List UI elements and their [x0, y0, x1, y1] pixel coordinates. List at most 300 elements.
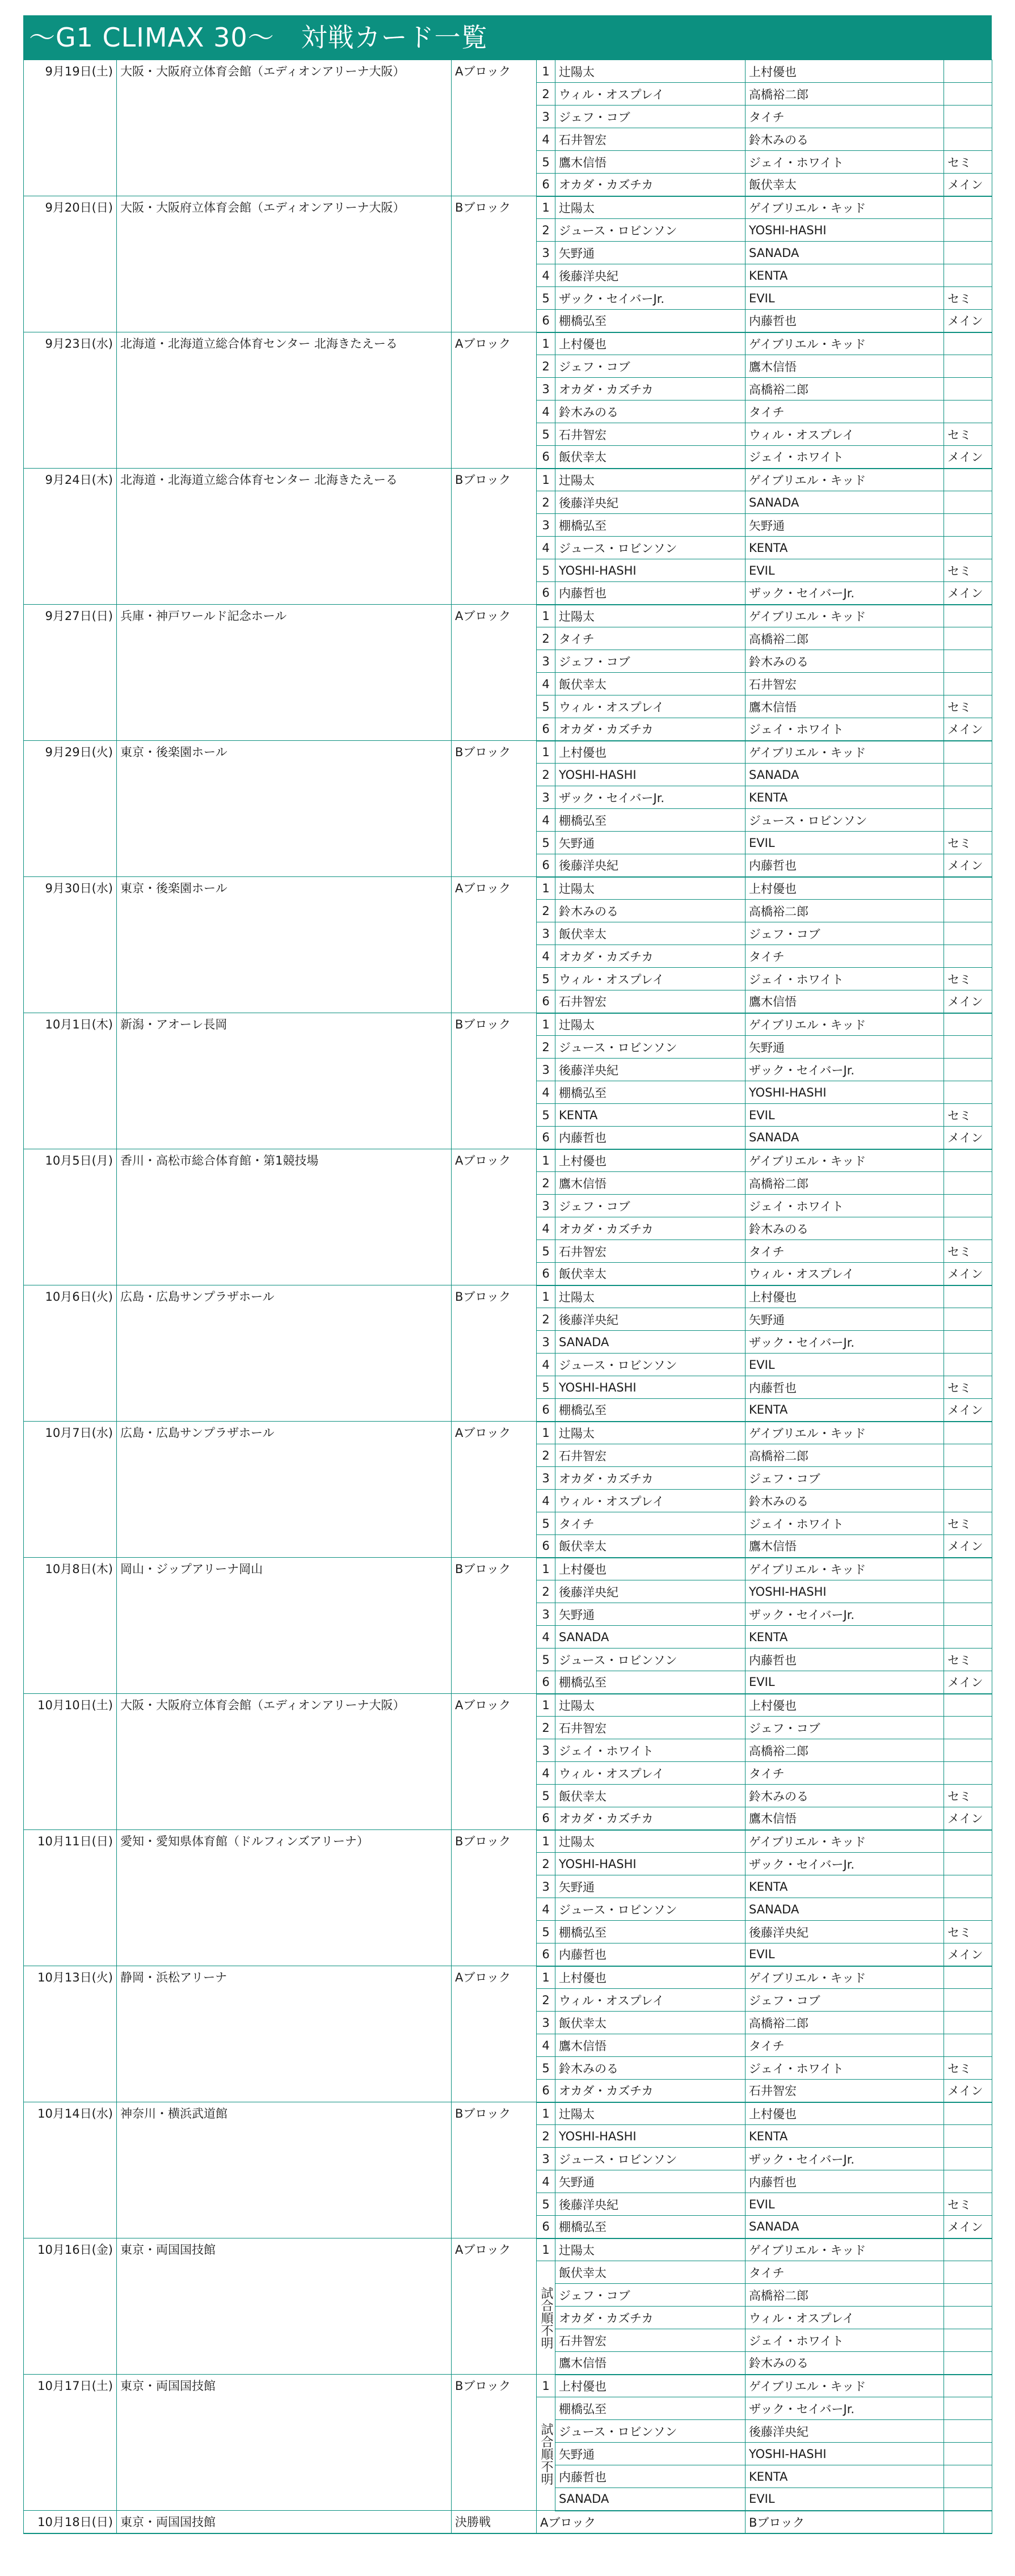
wrestler-right: ジェイ・ホワイト	[746, 718, 944, 741]
wrestler-left: 棚橋弘至	[555, 1671, 746, 1694]
event-block: Aブロック	[452, 605, 537, 741]
match-row	[24, 1013, 992, 1036]
match-number: 3	[537, 2012, 555, 2034]
match-number: 4	[537, 1898, 555, 1921]
wrestler-right: ジェイ・ホワイト	[746, 1195, 944, 1217]
wrestler-right: 矢野通	[746, 514, 944, 537]
wrestler-right: ジェイ・ホワイト	[746, 968, 944, 990]
event-venue: 岡山・ジップアリーナ岡山	[117, 1558, 452, 1694]
event-block: Bブロック	[452, 1558, 537, 1694]
wrestler-left: 辻陽太	[555, 1285, 746, 1308]
match-position-label	[944, 673, 992, 695]
match-position-label	[944, 2238, 992, 2261]
match-position-label	[944, 1989, 992, 2012]
match-position-label: メイン	[944, 1263, 992, 1285]
event-venue: 北海道・北海道立総合体育センター 北海きたえーる	[117, 332, 452, 469]
wrestler-left: 矢野通	[555, 832, 746, 854]
event-date: 9月19日(土)	[24, 60, 117, 196]
wrestler-right: ゲイブリエル・キッド	[746, 605, 944, 627]
match-row	[24, 469, 992, 491]
match-row	[24, 2238, 992, 2261]
match-number: 5	[537, 423, 555, 446]
wrestler-right: ゲイブリエル・キッド	[746, 469, 944, 491]
match-number: 2	[537, 1036, 555, 1059]
event-block: Bブロック	[452, 196, 537, 332]
wrestler-left: ウィル・オスプレイ	[555, 1490, 746, 1512]
match-position-label: セミ	[944, 2057, 992, 2080]
match-number: 2	[537, 219, 555, 242]
match-position-label	[944, 741, 992, 764]
match-number: 3	[537, 1739, 555, 1762]
wrestler-right: SANADA	[746, 1898, 944, 1921]
match-number: 6	[537, 310, 555, 332]
wrestler-left: 矢野通	[555, 242, 746, 264]
wrestler-left: 辻陽太	[555, 2238, 746, 2261]
wrestler-right: 高橋裕二郎	[746, 2284, 944, 2307]
match-position-label	[944, 2261, 992, 2284]
match-number: 5	[537, 1104, 555, 1127]
wrestler-left: 後藤洋央紀	[555, 854, 746, 877]
wrestler-left: オカダ・カズチカ	[555, 2307, 746, 2329]
match-number: 4	[537, 1762, 555, 1785]
match-position-label: メイン	[944, 1127, 992, 1149]
event-venue: 神奈川・横浜武道館	[117, 2102, 452, 2238]
wrestler-left: ジェイ・ホワイト	[555, 1739, 746, 1762]
wrestler-left: ウィル・オスプレイ	[555, 1989, 746, 2012]
match-number: 1	[537, 1422, 555, 1444]
event-date: 9月24日(木)	[24, 469, 117, 605]
match-position-label	[944, 605, 992, 627]
wrestler-left: 矢野通	[555, 2170, 746, 2193]
match-number: 6	[537, 1535, 555, 1558]
wrestler-left: 棚橋弘至	[555, 2216, 746, 2238]
match-number: 6	[537, 1399, 555, 1422]
match-position-label	[944, 2102, 992, 2125]
match-number: 5	[537, 2193, 555, 2216]
match-position-label	[944, 877, 992, 900]
wrestler-left: ウィル・オスプレイ	[555, 1762, 746, 1785]
match-position-label: セミ	[944, 2193, 992, 2216]
match-number: 1	[537, 2102, 555, 2125]
wrestler-right: 鷹木信悟	[746, 695, 944, 718]
wrestler-right: 鷹木信悟	[746, 355, 944, 378]
match-row	[24, 605, 992, 627]
match-position-label	[944, 378, 992, 400]
wrestler-left: 内藤哲也	[555, 1943, 746, 1966]
wrestler-left: 石井智宏	[555, 1240, 746, 1263]
wrestler-right: 鈴木みのる	[746, 1217, 944, 1240]
match-position-label: メイン	[944, 1535, 992, 1558]
wrestler-right: タイチ	[746, 1762, 944, 1785]
event-date: 10月1日(木)	[24, 1013, 117, 1149]
match-number: 4	[537, 1490, 555, 1512]
match-position-label	[944, 650, 992, 673]
wrestler-right: KENTA	[746, 537, 944, 559]
wrestler-left: 飯伏幸太	[555, 446, 746, 469]
match-number: 3	[537, 514, 555, 537]
match-position-label: セミ	[944, 151, 992, 174]
final-left-block: Aブロック	[537, 2511, 746, 2533]
wrestler-left: 鷹木信悟	[555, 1172, 746, 1195]
wrestler-right: SANADA	[746, 1127, 944, 1149]
match-number: 6	[537, 2216, 555, 2238]
final-label: 決勝戦	[452, 2511, 537, 2533]
event-date: 9月27日(日)	[24, 605, 117, 741]
final-venue: 東京・両国国技館	[117, 2511, 452, 2533]
match-position-label	[944, 2420, 992, 2443]
match-number: 5	[537, 1376, 555, 1399]
match-position-label	[944, 264, 992, 287]
match-number: 1	[537, 1013, 555, 1036]
wrestler-left: 後藤洋央紀	[555, 1059, 746, 1081]
wrestler-right: 矢野通	[746, 1308, 944, 1331]
match-position-label	[944, 1217, 992, 1240]
wrestler-right: 後藤洋央紀	[746, 1921, 944, 1943]
event-venue: 東京・両国国技館	[117, 2375, 452, 2511]
wrestler-left: オカダ・カズチカ	[555, 2080, 746, 2102]
match-number: 6	[537, 1671, 555, 1694]
match-position-label	[944, 1580, 992, 1603]
match-number: 4	[537, 128, 555, 151]
match-position-label: セミ	[944, 1104, 992, 1127]
event-date: 9月29日(火)	[24, 741, 117, 877]
match-number: 5	[537, 1649, 555, 1671]
wrestler-right: ジェフ・コブ	[746, 1467, 944, 1490]
wrestler-right: 鈴木みのる	[746, 128, 944, 151]
final-right-block: Bブロック	[746, 2511, 944, 2533]
match-position-label: メイン	[944, 174, 992, 196]
match-number: 6	[537, 1263, 555, 1285]
wrestler-left: 辻陽太	[555, 1013, 746, 1036]
event-date: 9月23日(水)	[24, 332, 117, 469]
match-number: 5	[537, 1785, 555, 1807]
match-number: 2	[537, 491, 555, 514]
match-number: 2	[537, 2125, 555, 2148]
wrestler-left: 辻陽太	[555, 2102, 746, 2125]
wrestler-right: ジェイ・ホワイト	[746, 1512, 944, 1535]
wrestler-left: 飯伏幸太	[555, 2012, 746, 2034]
event-date: 10月8日(木)	[24, 1558, 117, 1694]
wrestler-right: 高橋裕二郎	[746, 1739, 944, 1762]
wrestler-left: YOSHI-HASHI	[555, 764, 746, 786]
wrestler-right: ザック・セイバーJr.	[746, 1853, 944, 1875]
match-number: 1	[537, 605, 555, 627]
match-position-label	[944, 1013, 992, 1036]
wrestler-right: ゲイブリエル・キッド	[746, 1558, 944, 1580]
wrestler-left: 飯伏幸太	[555, 1535, 746, 1558]
wrestler-left: 上村優也	[555, 741, 746, 764]
wrestler-left: 棚橋弘至	[555, 514, 746, 537]
wrestler-left: ジュース・ロビンソン	[555, 1649, 746, 1671]
match-number: 4	[537, 1217, 555, 1240]
match-position-label	[944, 2012, 992, 2034]
wrestler-right: 鈴木みのる	[746, 1785, 944, 1807]
wrestler-right: タイチ	[746, 945, 944, 968]
event-venue: 東京・後楽園ホール	[117, 741, 452, 877]
match-number: 3	[537, 922, 555, 945]
event-venue: 香川・高松市総合体育館・第1競技場	[117, 1149, 452, 1285]
match-position-label	[944, 514, 992, 537]
match-number: 5	[537, 559, 555, 582]
wrestler-right: SANADA	[746, 764, 944, 786]
wrestler-left: ジェフ・コブ	[555, 106, 746, 128]
match-position-label: セミ	[944, 559, 992, 582]
event-block: Aブロック	[452, 1966, 537, 2102]
match-row	[24, 60, 992, 83]
match-number: 3	[537, 1467, 555, 1490]
wrestler-left: 棚橋弘至	[555, 310, 746, 332]
match-number: 5	[537, 832, 555, 854]
match-number: 6	[537, 582, 555, 605]
wrestler-right: 高橋裕二郎	[746, 900, 944, 922]
wrestler-right: KENTA	[746, 1626, 944, 1649]
match-position-label	[944, 2307, 992, 2329]
wrestler-right: ジェフ・コブ	[746, 1717, 944, 1739]
wrestler-left: 辻陽太	[555, 469, 746, 491]
match-position-label	[944, 1694, 992, 1717]
match-position-label	[944, 945, 992, 968]
match-number: 6	[537, 1127, 555, 1149]
match-position-label	[944, 1762, 992, 1785]
wrestler-right: SANADA	[746, 242, 944, 264]
wrestler-left: 飯伏幸太	[555, 673, 746, 695]
match-position-label: メイン	[944, 718, 992, 741]
match-position-label	[944, 1739, 992, 1762]
wrestler-left: ジェフ・コブ	[555, 650, 746, 673]
match-number: 2	[537, 764, 555, 786]
match-number: 6	[537, 990, 555, 1013]
match-number: 4	[537, 1081, 555, 1104]
wrestler-left: YOSHI-HASHI	[555, 2125, 746, 2148]
wrestler-right: ジュース・ロビンソン	[746, 809, 944, 832]
match-number: 6	[537, 1943, 555, 1966]
match-number: 2	[537, 1989, 555, 2012]
match-position-label: セミ	[944, 1649, 992, 1671]
match-number: 2	[537, 1717, 555, 1739]
wrestler-left: 石井智宏	[555, 990, 746, 1013]
event-venue: 東京・両国国技館	[117, 2238, 452, 2375]
match-number: 5	[537, 968, 555, 990]
match-position-label	[944, 1036, 992, 1059]
wrestler-left: ザック・セイバーJr.	[555, 287, 746, 310]
wrestler-right: ゲイブリエル・キッド	[746, 1013, 944, 1036]
match-number: 2	[537, 1580, 555, 1603]
wrestler-right: 高橋裕二郎	[746, 2012, 944, 2034]
event-block: Aブロック	[452, 1149, 537, 1285]
wrestler-right: YOSHI-HASHI	[746, 1580, 944, 1603]
wrestler-right: タイチ	[746, 106, 944, 128]
match-position-label: セミ	[944, 1921, 992, 1943]
wrestler-right: ゲイブリエル・キッド	[746, 1966, 944, 1989]
wrestler-right: ザック・セイバーJr.	[746, 582, 944, 605]
wrestler-left: 辻陽太	[555, 877, 746, 900]
match-number: 1	[537, 469, 555, 491]
final-row	[24, 2511, 992, 2533]
match-position-label: セミ	[944, 832, 992, 854]
match-position-label	[944, 1444, 992, 1467]
match-position-label: セミ	[944, 423, 992, 446]
wrestler-left: 辻陽太	[555, 60, 746, 83]
match-number: 4	[537, 1626, 555, 1649]
match-number: 3	[537, 106, 555, 128]
match-number: 6	[537, 718, 555, 741]
wrestler-right: KENTA	[746, 264, 944, 287]
match-row	[24, 741, 992, 764]
match-position-label	[944, 2352, 992, 2375]
wrestler-left: 矢野通	[555, 1875, 746, 1898]
match-row	[24, 1694, 992, 1717]
wrestler-right: ウィル・オスプレイ	[746, 2307, 944, 2329]
wrestler-right: ザック・セイバーJr.	[746, 1603, 944, 1626]
match-number: 2	[537, 1853, 555, 1875]
order-unknown-note: 試合順不明	[537, 2397, 555, 2511]
wrestler-right: ジェイ・ホワイト	[746, 2057, 944, 2080]
wrestler-left: ウィル・オスプレイ	[555, 968, 746, 990]
match-position-label	[944, 627, 992, 650]
event-block: Aブロック	[452, 1694, 537, 1830]
event-block: Bブロック	[452, 1830, 537, 1966]
match-position-label	[944, 2170, 992, 2193]
wrestler-left: 上村優也	[555, 332, 746, 355]
match-number: 4	[537, 2034, 555, 2057]
match-number: 1	[537, 1966, 555, 1989]
match-position-label: メイン	[944, 582, 992, 605]
event-block: Aブロック	[452, 1422, 537, 1558]
wrestler-right: ザック・セイバーJr.	[746, 1059, 944, 1081]
match-number: 4	[537, 1354, 555, 1376]
match-number: 6	[537, 446, 555, 469]
match-number: 1	[537, 877, 555, 900]
wrestler-left: 辻陽太	[555, 1422, 746, 1444]
match-position-label	[944, 2443, 992, 2465]
match-number: 1	[537, 196, 555, 219]
wrestler-left: ジュース・ロビンソン	[555, 1036, 746, 1059]
wrestler-right: ジェフ・コブ	[746, 922, 944, 945]
match-position-label: セミ	[944, 1376, 992, 1399]
wrestler-left: 辻陽太	[555, 605, 746, 627]
wrestler-left: タイチ	[555, 1512, 746, 1535]
wrestler-right: ザック・セイバーJr.	[746, 2148, 944, 2170]
event-block: Bブロック	[452, 2375, 537, 2511]
wrestler-left: 石井智宏	[555, 1444, 746, 1467]
wrestler-left: YOSHI-HASHI	[555, 1376, 746, 1399]
event-date: 10月10日(土)	[24, 1694, 117, 1830]
event-venue: 新潟・アオーレ長岡	[117, 1013, 452, 1149]
wrestler-left: ジュース・ロビンソン	[555, 1898, 746, 1921]
wrestler-left: 鈴木みのる	[555, 400, 746, 423]
match-position-label	[944, 2148, 992, 2170]
wrestler-right: YOSHI-HASHI	[746, 2443, 944, 2465]
wrestler-right: 高橋裕二郎	[746, 627, 944, 650]
match-number: 1	[537, 1285, 555, 1308]
match-row	[24, 2102, 992, 2125]
match-position-label	[944, 1331, 992, 1354]
match-number: 1	[537, 1558, 555, 1580]
match-position-label	[944, 1354, 992, 1376]
wrestler-right: ウィル・オスプレイ	[746, 1263, 944, 1285]
match-number: 4	[537, 673, 555, 695]
wrestler-right: SANADA	[746, 2216, 944, 2238]
schedule-sheet	[23, 15, 992, 2534]
match-position-label	[944, 1081, 992, 1104]
match-number: 1	[537, 1694, 555, 1717]
match-position-label	[944, 219, 992, 242]
wrestler-left: 鷹木信悟	[555, 2034, 746, 2057]
wrestler-right: KENTA	[746, 786, 944, 809]
wrestler-right: EVIL	[746, 2488, 944, 2511]
match-position-label	[944, 1898, 992, 1921]
match-position-label	[944, 60, 992, 83]
wrestler-left: オカダ・カズチカ	[555, 378, 746, 400]
match-row	[24, 1285, 992, 1308]
wrestler-left: 後藤洋央紀	[555, 491, 746, 514]
match-number: 3	[537, 1195, 555, 1217]
match-position-label: セミ	[944, 1240, 992, 1263]
wrestler-left: ジュース・ロビンソン	[555, 1354, 746, 1376]
match-row	[24, 877, 992, 900]
match-number: 4	[537, 537, 555, 559]
wrestler-left: タイチ	[555, 627, 746, 650]
wrestler-right: 飯伏幸太	[746, 174, 944, 196]
wrestler-left: ウィル・オスプレイ	[555, 695, 746, 718]
wrestler-left: 棚橋弘至	[555, 1399, 746, 1422]
wrestler-left: SANADA	[555, 1331, 746, 1354]
match-number: 3	[537, 242, 555, 264]
wrestler-right: 鷹木信悟	[746, 1535, 944, 1558]
wrestler-left: 内藤哲也	[555, 2465, 746, 2488]
wrestler-right: 上村優也	[746, 1694, 944, 1717]
event-venue: 大阪・大阪府立体育会館（エディオンアリーナ大阪）	[117, 196, 452, 332]
wrestler-right: EVIL	[746, 2193, 944, 2216]
wrestler-left: 上村優也	[555, 1966, 746, 1989]
wrestler-right: 矢野通	[746, 1036, 944, 1059]
match-position-label	[944, 2397, 992, 2420]
match-number: 5	[537, 695, 555, 718]
wrestler-right: ゲイブリエル・キッド	[746, 196, 944, 219]
match-number: 5	[537, 1512, 555, 1535]
match-position-label: メイン	[944, 1943, 992, 1966]
wrestler-right: 鈴木みのる	[746, 650, 944, 673]
wrestler-left: 内藤哲也	[555, 1127, 746, 1149]
event-block: Bブロック	[452, 469, 537, 605]
final-note	[944, 2511, 992, 2533]
wrestler-right: ゲイブリエル・キッド	[746, 741, 944, 764]
match-position-label: メイン	[944, 1671, 992, 1694]
wrestler-right: KENTA	[746, 2465, 944, 2488]
match-number: 5	[537, 287, 555, 310]
event-venue: 北海道・北海道立総合体育センター 北海きたえーる	[117, 469, 452, 605]
match-number: 1	[537, 1149, 555, 1172]
match-position-label	[944, 2125, 992, 2148]
match-position-label	[944, 355, 992, 378]
wrestler-right: ウィル・オスプレイ	[746, 423, 944, 446]
match-number: 3	[537, 2148, 555, 2170]
order-unknown-note: 試合順不明	[537, 2261, 555, 2375]
match-row	[24, 332, 992, 355]
match-number: 1	[537, 1830, 555, 1853]
match-number: 5	[537, 2057, 555, 2080]
event-venue: 静岡・浜松アリーナ	[117, 1966, 452, 2102]
match-position-label	[944, 2284, 992, 2307]
wrestler-left: ジュース・ロビンソン	[555, 219, 746, 242]
wrestler-right: KENTA	[746, 2125, 944, 2148]
wrestler-left: 上村優也	[555, 1558, 746, 1580]
wrestler-right: EVIL	[746, 1943, 944, 1966]
wrestler-left: ジュース・ロビンソン	[555, 537, 746, 559]
match-position-label: セミ	[944, 968, 992, 990]
wrestler-right: 上村優也	[746, 60, 944, 83]
match-position-label	[944, 1490, 992, 1512]
